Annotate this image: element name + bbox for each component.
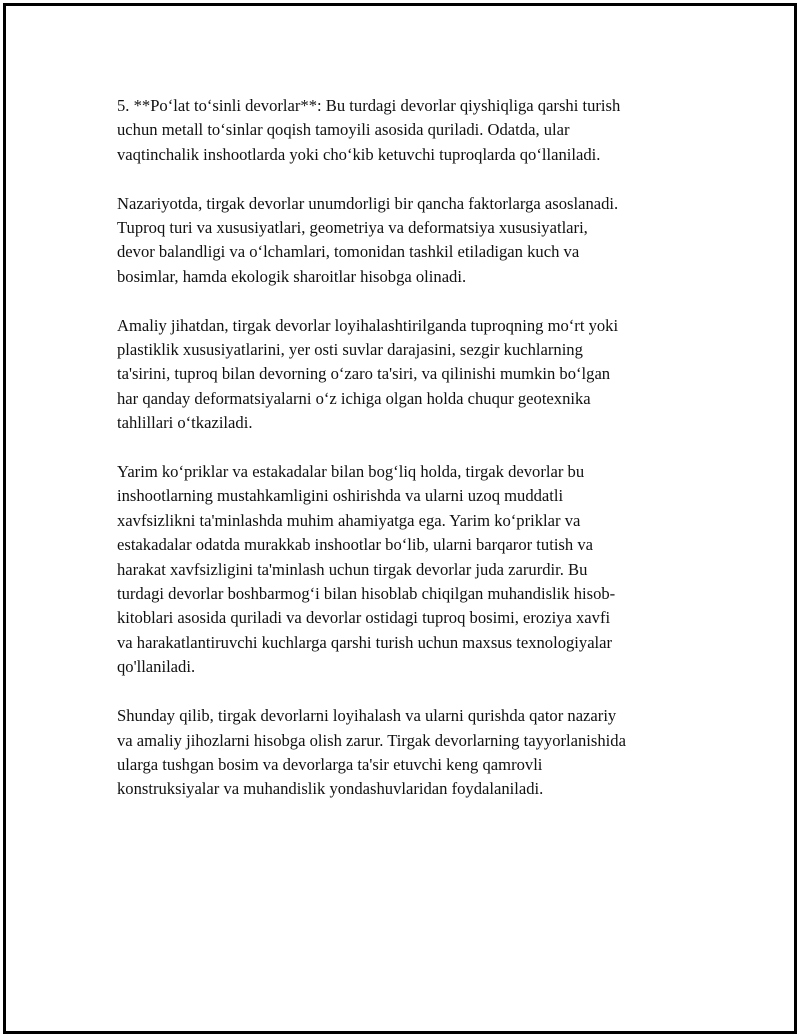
text-line: konstruksiyalar va muhandislik yondashuvlaridan foydalaniladi. <box>117 779 544 799</box>
text-line: kitoblari asosida quriladi va devorlar ostidagi tuproq bosimi, eroziya xavfi <box>117 608 611 628</box>
text-line: harakat xavfsizligini ta'minlash uchun tirgak devorlar juda zarurdir. Bu <box>117 559 588 579</box>
text-line: tahlillari oʻtkaziladi. <box>117 413 253 433</box>
paragraph <box>117 704 697 802</box>
text-line: uchun metall toʻsinlar qoqish tamoyili asosida quriladi. Odatda, ular <box>117 120 570 140</box>
paragraph <box>117 460 697 680</box>
text-line: va amaliy jihozlarni hisobga olish zarur. Tirgak devorlarning tayyorlanishida <box>117 730 626 750</box>
text-line: har qanday deformatsiyalarni oʻz ichiga olgan holda chuqur geotexnika <box>117 388 591 408</box>
text-line: vaqtinchalik inshootlarda yoki choʻkib ketuvchi tuproqlarda qoʻllaniladi. <box>117 144 601 164</box>
text-line: estakadalar odatda murakkab inshootlar boʻlib, ularni barqaror tutish va <box>117 535 593 555</box>
text-line: Tuproq turi va xususiyatlari, geometriya va deformatsiya xususiyatlari, <box>117 218 588 238</box>
text-line: Shunday qilib, tirgak devorlarni loyihalash va ularni qurishda qator nazariy <box>117 706 617 726</box>
text-line: xavfsizlikni ta'minlashda muhim ahamiyatga ega. Yarim koʻpriklar va <box>117 510 581 530</box>
document-body <box>117 94 697 826</box>
text-line: ta'sirini, tuproq bilan devorning oʻzaro ta'siri, va qilinishi mumkin boʻlgan <box>117 364 611 384</box>
paragraph <box>117 192 697 290</box>
text-line: Yarim koʻpriklar va estakadalar bilan bogʻliq holda, tirgak devorlar bu <box>117 462 585 482</box>
text-line: devor balandligi va oʻlchamlari, tomonidan tashkil etiladigan kuch va <box>117 242 580 262</box>
text-line: inshootlarning mustahkamligini oshirishda va ularni uzoq muddatli <box>117 486 564 506</box>
text-line: ularga tushgan bosim va devorlarga ta'sir etuvchi keng qamrovli <box>117 754 543 774</box>
text-line: Amaliy jihatdan, tirgak devorlar loyihalashtirilganda tuproqning moʻrt yoki <box>117 315 619 335</box>
text-line: bosimlar, hamda ekologik sharoitlar hisobga olinadi. <box>117 266 467 286</box>
paragraph <box>117 94 697 167</box>
text-line: Nazariyotda, tirgak devorlar unumdorligi bir qancha faktorlarga asoslanadi. <box>117 193 619 213</box>
text-line: turdagi devorlar boshbarmogʻi bilan hisoblab chiqilgan muhandislik hisob- <box>117 584 616 604</box>
text-line: 5. **Poʻlat toʻsinli devorlar**: Bu turdagi devorlar qiyshiqligа qarshi turish <box>117 96 621 115</box>
text-line: plastiklik xususiyatlarini, yer osti suvlar darajasini, sezgir kuchlarning <box>117 340 583 360</box>
paragraph <box>117 314 697 436</box>
text-line: va harakatlantiruvchi kuchlarga qarshi turish uchun maxsus texnologiyalar <box>117 632 613 652</box>
text-line: qo'llaniladi. <box>117 657 196 677</box>
